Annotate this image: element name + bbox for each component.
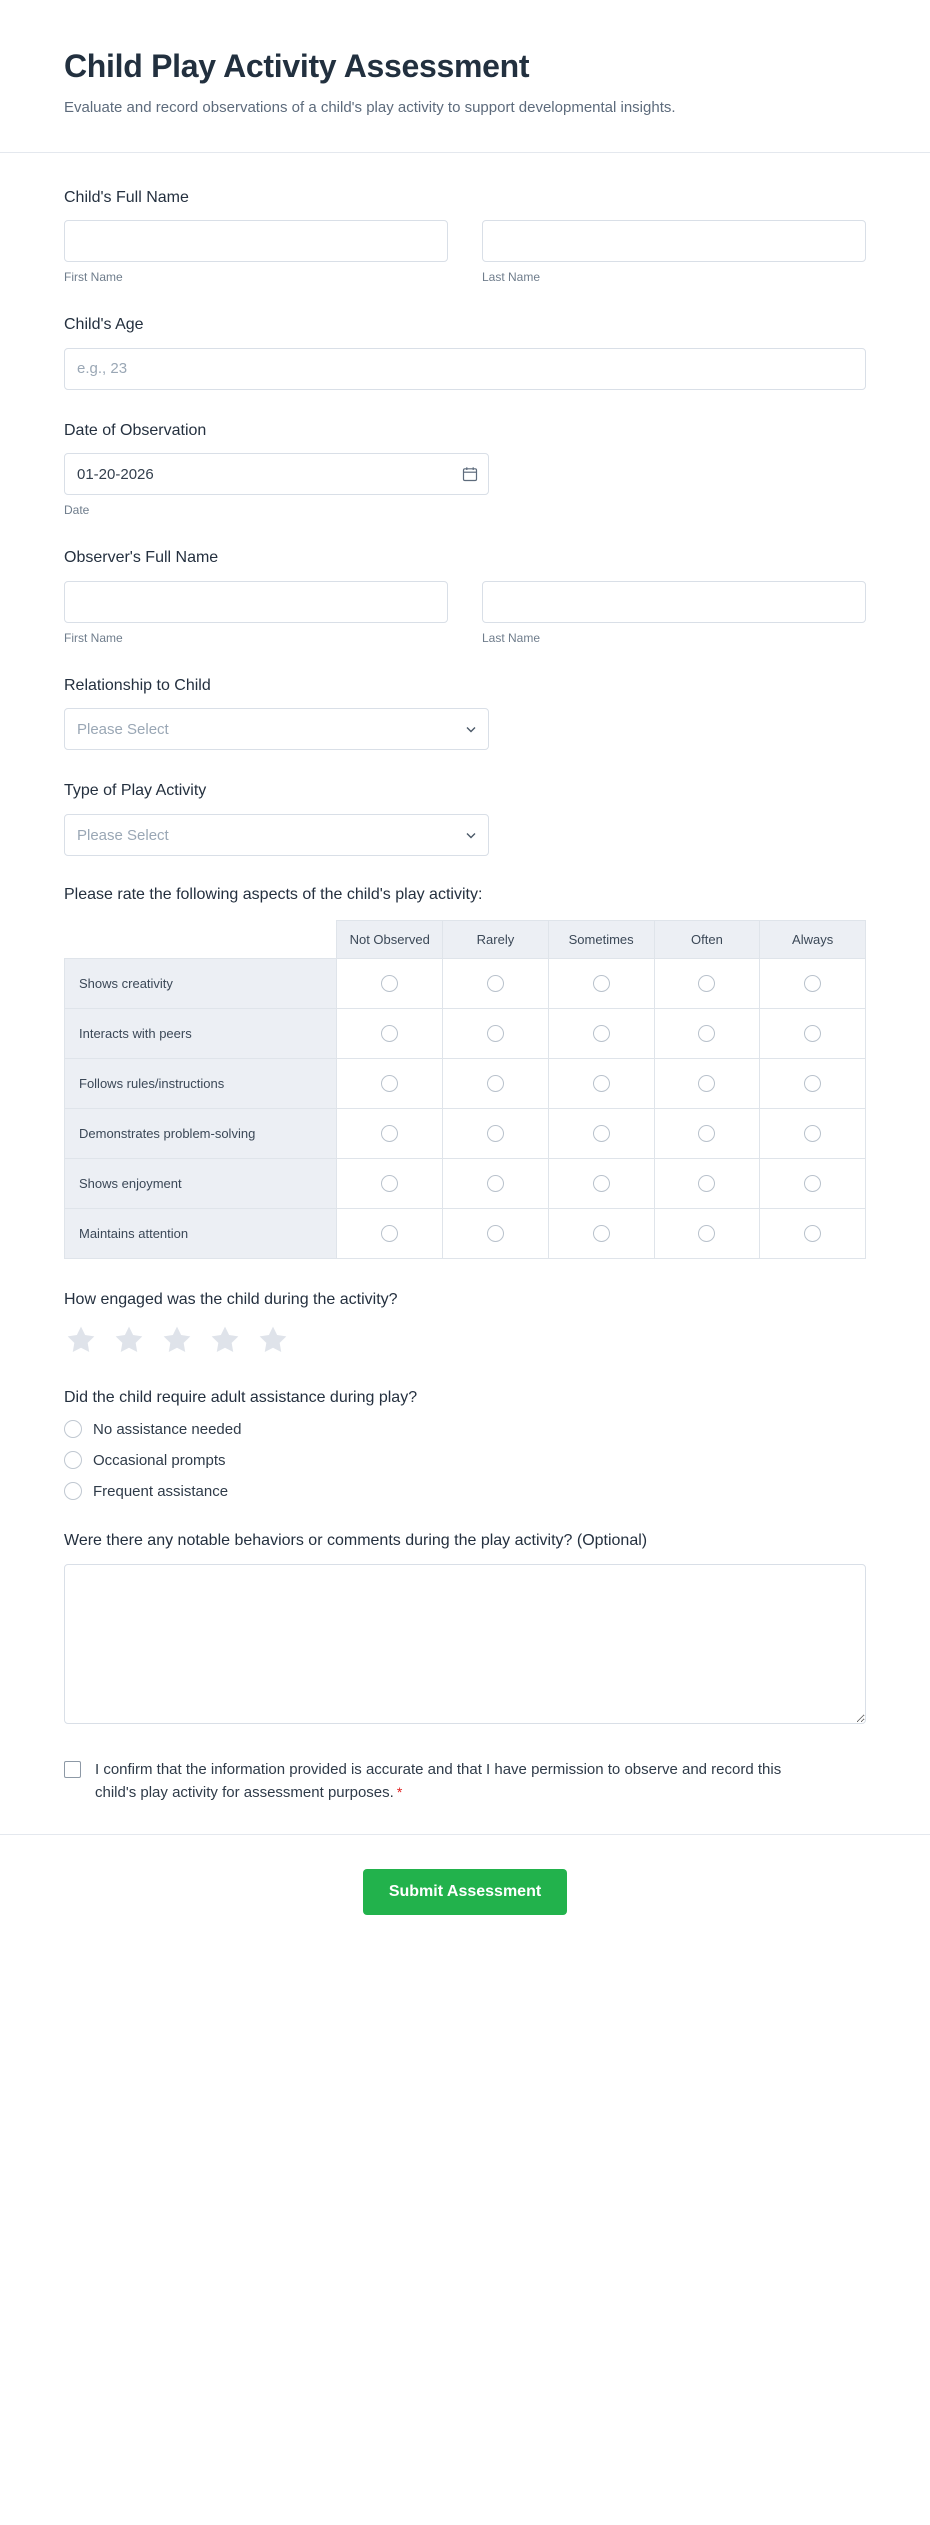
matrix-radio-1-1[interactable] <box>443 1009 549 1059</box>
notes-textarea[interactable] <box>64 1564 866 1724</box>
child-name-label: Child's Full Name <box>64 188 189 206</box>
star-icon-4[interactable] <box>208 1323 242 1357</box>
radio-icon[interactable] <box>381 1175 398 1192</box>
radio-icon[interactable] <box>698 1025 715 1042</box>
page-title: Child Play Activity Assessment <box>64 48 530 84</box>
radio-icon[interactable] <box>593 1075 610 1092</box>
field-child-age <box>64 314 866 390</box>
assistance-radio-group <box>64 1420 866 1500</box>
star-rating[interactable] <box>64 1323 866 1357</box>
relationship-select[interactable] <box>64 708 489 750</box>
matrix-radio-5-3[interactable] <box>654 1209 760 1259</box>
matrix-row-label-0: Shows creativity <box>65 959 337 1009</box>
play-type-select[interactable] <box>64 814 489 856</box>
matrix-radio-2-4[interactable] <box>760 1059 866 1109</box>
child-first-name-input[interactable] <box>64 220 448 262</box>
table-row <box>65 1009 866 1059</box>
matrix-body <box>65 959 866 1259</box>
observer-name-row <box>64 581 866 645</box>
matrix-header <box>65 921 866 959</box>
radio-icon[interactable] <box>487 1125 504 1142</box>
date-input-wrapper <box>64 453 489 495</box>
matrix-row-label-1: Interacts with peers <box>65 1009 337 1059</box>
table-row <box>65 1209 866 1259</box>
assistance-option-0[interactable] <box>64 1420 866 1438</box>
radio-icon[interactable] <box>593 1175 610 1192</box>
radio-icon[interactable] <box>64 1482 82 1500</box>
matrix-row-label-4: Shows enjoyment <box>65 1159 337 1209</box>
matrix-radio-0-1[interactable] <box>443 959 549 1009</box>
matrix-radio-2-2[interactable] <box>548 1059 654 1109</box>
matrix-row-label-3: Demonstrates problem-solving <box>65 1109 337 1159</box>
field-assistance <box>64 1387 866 1501</box>
table-row <box>65 1059 866 1109</box>
star-icon-2[interactable] <box>112 1323 146 1357</box>
matrix-radio-0-3[interactable] <box>654 959 760 1009</box>
matrix-radio-2-1[interactable] <box>443 1059 549 1109</box>
matrix-radio-5-1[interactable] <box>443 1209 549 1259</box>
table-row <box>65 959 866 1009</box>
child-last-name-sublabel: Last Name <box>482 270 541 285</box>
required-marker: * <box>396 1784 403 1801</box>
page-subtitle: Evaluate and record observations of a child's play activity to support developmental insights. <box>64 99 676 116</box>
form-footer <box>0 1834 930 1961</box>
radio-icon[interactable] <box>487 975 504 992</box>
radio-icon[interactable] <box>381 1125 398 1142</box>
matrix-radio-1-2[interactable] <box>548 1009 654 1059</box>
matrix-radio-0-4[interactable] <box>760 959 866 1009</box>
matrix-col-0: Not Observed <box>337 921 443 959</box>
radio-icon[interactable] <box>593 1225 610 1242</box>
notes-label: Were there any notable behaviors or comments during the play activity? (Optional) <box>64 1532 648 1550</box>
engagement-label: How engaged was the child during the activity? <box>64 1291 398 1309</box>
radio-icon[interactable] <box>64 1451 82 1469</box>
matrix-header-row <box>65 921 866 959</box>
matrix-col-1: Rarely <box>443 921 549 959</box>
consent-checkbox[interactable] <box>64 1761 81 1778</box>
table-row <box>65 1159 866 1209</box>
radio-icon[interactable] <box>698 1075 715 1092</box>
star-icon-1[interactable] <box>64 1323 98 1357</box>
matrix-radio-0-2[interactable] <box>548 959 654 1009</box>
radio-icon[interactable] <box>487 1075 504 1092</box>
matrix-radio-4-0[interactable] <box>337 1159 443 1209</box>
date-observation-sublabel: Date <box>64 503 90 518</box>
assistance-option-label-2: Frequent assistance <box>93 1482 229 1500</box>
radio-icon[interactable] <box>804 1125 821 1142</box>
radio-icon[interactable] <box>64 1420 82 1438</box>
child-last-name-group <box>482 220 866 284</box>
matrix-radio-5-0[interactable] <box>337 1209 443 1259</box>
radio-icon[interactable] <box>593 975 610 992</box>
radio-icon[interactable] <box>487 1025 504 1042</box>
matrix-radio-3-4[interactable] <box>760 1109 866 1159</box>
radio-icon[interactable] <box>698 1175 715 1192</box>
assistance-option-label-0: No assistance needed <box>93 1420 242 1438</box>
matrix-radio-3-0[interactable] <box>337 1109 443 1159</box>
assistance-option-1[interactable] <box>64 1451 866 1469</box>
child-age-input[interactable] <box>64 348 866 390</box>
matrix-col-3: Often <box>654 921 760 959</box>
assistance-option-label-1: Occasional prompts <box>93 1451 226 1469</box>
child-first-name-group <box>64 220 448 284</box>
matrix-col-2: Sometimes <box>548 921 654 959</box>
consent-text: I confirm that the information provided is accurate and that I have permission to observe and record this child's play activity for assessment purposes. <box>95 1760 782 1802</box>
table-row <box>65 1109 866 1159</box>
consent-text-wrapper <box>95 1758 795 1805</box>
observer-last-name-group <box>482 581 866 645</box>
radio-icon[interactable] <box>804 1225 821 1242</box>
matrix-radio-5-4[interactable] <box>760 1209 866 1259</box>
field-rating-matrix <box>64 886 866 1259</box>
matrix-radio-2-0[interactable] <box>337 1059 443 1109</box>
radio-icon[interactable] <box>804 1175 821 1192</box>
matrix-row-label-2: Follows rules/instructions <box>65 1059 337 1109</box>
radio-icon[interactable] <box>804 1025 821 1042</box>
matrix-radio-3-1[interactable] <box>443 1109 549 1159</box>
child-name-row <box>64 220 866 284</box>
matrix-radio-4-1[interactable] <box>443 1159 549 1209</box>
play-type-label: Type of Play Activity <box>64 782 207 800</box>
matrix-corner-cell <box>65 921 337 959</box>
radio-icon[interactable] <box>593 1025 610 1042</box>
field-observer-name <box>64 547 866 645</box>
relationship-select-wrapper <box>64 708 489 750</box>
observer-first-name-sublabel: First Name <box>64 630 123 645</box>
radio-icon[interactable] <box>804 1075 821 1092</box>
submit-button[interactable]: Submit Assessment <box>363 1869 567 1915</box>
field-engagement <box>64 1289 866 1357</box>
matrix-radio-0-0[interactable] <box>337 959 443 1009</box>
star-icon-5[interactable] <box>256 1323 290 1357</box>
radio-icon[interactable] <box>381 1225 398 1242</box>
radio-icon[interactable] <box>381 1025 398 1042</box>
child-first-name-sublabel: First Name <box>64 270 123 285</box>
consent-row[interactable] <box>64 1758 866 1805</box>
radio-icon[interactable] <box>487 1175 504 1192</box>
radio-icon[interactable] <box>698 1225 715 1242</box>
field-play-type <box>64 780 866 856</box>
date-observation-label: Date of Observation <box>64 421 207 439</box>
radio-icon[interactable] <box>487 1225 504 1242</box>
field-notes <box>64 1530 866 1724</box>
radio-icon[interactable] <box>698 1125 715 1142</box>
rating-matrix-table <box>64 920 866 1259</box>
matrix-radio-2-3[interactable] <box>654 1059 760 1109</box>
observer-first-name-input[interactable] <box>64 581 448 623</box>
matrix-col-4: Always <box>760 921 866 959</box>
date-observation-input[interactable] <box>64 453 489 495</box>
radio-icon[interactable] <box>381 1075 398 1092</box>
star-icon-3[interactable] <box>160 1323 194 1357</box>
form-header <box>0 0 930 153</box>
matrix-radio-1-0[interactable] <box>337 1009 443 1059</box>
observer-last-name-sublabel: Last Name <box>482 630 541 645</box>
child-last-name-input[interactable] <box>482 220 866 262</box>
form-body <box>0 153 930 1835</box>
matrix-label: Please rate the following aspects of the child's play activity: <box>64 886 483 904</box>
field-date-observation <box>64 420 866 518</box>
matrix-radio-1-4[interactable] <box>760 1009 866 1059</box>
relationship-label: Relationship to Child <box>64 676 211 694</box>
radio-icon[interactable] <box>698 975 715 992</box>
assistance-label: Did the child require adult assistance during play? <box>64 1388 418 1406</box>
matrix-row-label-5: Maintains attention <box>65 1209 337 1259</box>
radio-icon[interactable] <box>381 975 398 992</box>
matrix-radio-4-3[interactable] <box>654 1159 760 1209</box>
matrix-radio-5-2[interactable] <box>548 1209 654 1259</box>
observer-last-name-input[interactable] <box>482 581 866 623</box>
matrix-radio-4-4[interactable] <box>760 1159 866 1209</box>
matrix-radio-3-2[interactable] <box>548 1109 654 1159</box>
matrix-radio-1-3[interactable] <box>654 1009 760 1059</box>
radio-icon[interactable] <box>593 1125 610 1142</box>
field-relationship <box>64 675 866 751</box>
radio-icon[interactable] <box>804 975 821 992</box>
matrix-radio-3-3[interactable] <box>654 1109 760 1159</box>
play-type-select-wrapper <box>64 814 489 856</box>
observer-name-label: Observer's Full Name <box>64 549 219 567</box>
observer-first-name-group <box>64 581 448 645</box>
child-age-label: Child's Age <box>64 316 144 334</box>
field-child-name <box>64 187 866 285</box>
matrix-radio-4-2[interactable] <box>548 1159 654 1209</box>
assistance-option-2[interactable] <box>64 1482 866 1500</box>
